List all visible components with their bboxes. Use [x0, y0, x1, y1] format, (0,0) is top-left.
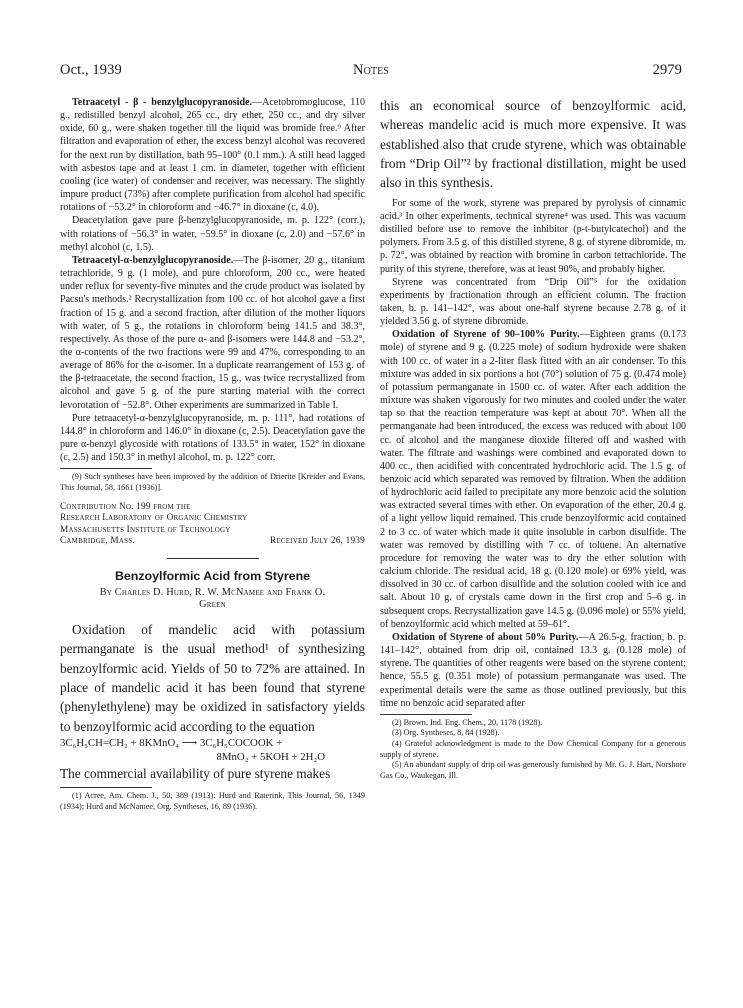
right-column — [380, 96, 686, 781]
footnote-5: (5) An abundant supply of drip oil was generously furnished by Mr. G. J. Hart, Norshore Gas Co., Waukegan, Ill. — [380, 760, 686, 780]
paragraph-oxidation-high-purity — [380, 328, 686, 631]
footnote-4: (4) Grateful acknowledgment is made to the Dow Chemical Company for a generous supply of styrene. — [380, 739, 686, 759]
subsection-heading: Tetraacetyl-α-benzylglucopyranoside. — [72, 254, 234, 266]
footnote-9: (9) Such syntheses have been improved by the addition of Drierite [Kreider and Evans, This Journal, 58, 1661 (1936)]. — [60, 472, 365, 492]
article-intro: Oxidation of mandelic acid with potassium permanganate is the usual method¹ of synthesizing benzoylformic acid. Yields of 50 to 72% are attained. In place of mandelic acid it has been found that styrene (phenylethylene) may be oxidized in satisfactory yields to benzoylformic acid according to the equation — [60, 621, 365, 734]
contribution-block — [60, 502, 365, 548]
article-authors — [60, 587, 365, 611]
paragraph-oxidation-low-purity — [380, 631, 686, 710]
footnote-rule — [60, 787, 152, 788]
paragraph-text: —Acetobromoglucose, 110 g., redistilled benzyl alcohol, 265 cc., dry ether, 250 cc., and dry silver oxide, 60 g., were shaken together till the liquid was bromide free.⁹ After filtration and evaporation of ether, the excess benzyl alcohol was recovered for the next run by distillation, bath 95–100° (0.1 mm.). A still head lagged with asbestos tape and at least 1 cm. in diameter, together with efficient cooling (ice water) of condenser and receiver, was necessary. The slightly impure product (73%) after complete purification from alcohol had specific rotations of −53.2° in chloroform and −46.7° in dioxane (c, 4.0). — [60, 97, 365, 214]
chemical-equation — [60, 736, 365, 764]
equation-line: 8MnO₂ + 5KOH + 2H₂O — [216, 751, 325, 763]
paragraph-deacetylation: Deacetylation gave pure β-benzylglucopyranoside, m. p. 122° (corr.), with rotations of −56.3° in water, −59.5° in dioxane (c, 2.0) and −57.6° in methyl alcohol (c, 1.5). — [60, 215, 365, 253]
header-section: Notes — [353, 62, 389, 78]
contribution-line: Contribution No. 199 from the — [60, 501, 191, 512]
paragraph-alpha-tetraacetyl — [60, 254, 365, 412]
authors-line: Green — [199, 598, 226, 610]
paragraph-styrene-prep: For some of the work, styrene was prepared by pyrolysis of cinnamic acid.³ In other experiments, technical styrene⁴ was used. This was vacuum distilled before use to remove the inhibitor (p-t-butylcatechol) and the polymers. From 3.5 g. of this distilled styrene, 8 g. of styrene dibromide, m. p. 72°, was obtained by reaction with bromine in carbon tetrachloride. The purity of this styrene, therefore, was at least 90%, and probably higher. — [380, 197, 686, 275]
article-title: Benzoylformic Acid from Styrene — [114, 568, 311, 583]
contribution-line: Massachusetts Institute of Technology — [60, 524, 231, 535]
footnote-1: (1) Acree, Am. Chem. J., 50, 389 (1913); Hurd and Raterink, This Journal, 56, 1349 (1934); Hurd and McNamee, Org. Syntheses, 16, 89 (1936). — [60, 791, 365, 811]
footnote-2: (2) Brown, Ind. Eng. Chem., 20, 1178 (1928). — [392, 717, 543, 727]
footnote-rule — [60, 468, 152, 469]
contribution-line: Research Laboratory of Organic Chemistry — [60, 513, 248, 524]
paragraph-beta-tetraacetyl — [60, 96, 365, 214]
equation-line: 3C₆H₅CH=CH₂ + 8KMnO₄ ⟶ 3C₆H₅COCOOK + — [60, 737, 283, 749]
contribution-city: Cambridge, Mass. — [60, 536, 135, 547]
paragraph-text: —A 26.5-g. fraction, b. p. 141–142°, obtained from drip oil, contained 13.3 g. (0.128 mole) of styrene. The quantities of other reagents were based on the styrene content; hence, 55.5 g. (0.351 mole) of potassium permanganate was used. The experimental details were the same as those outlined previously, but this time no benzoic acid separated after — [380, 631, 686, 709]
authors-line: By Charles D. Hurd, R. W. McNamee and Frank O. — [99, 586, 326, 598]
footnote-3: (3) Org. Syntheses, 8, 84 (1928). — [392, 728, 500, 738]
paragraph-styrene-concentration: Styrene was concentrated from “Drip Oil”⁵ for the oxidation experiments by fractionation through an efficient column. The fraction taken, b. p. 141–142°, was about one-half styrene because 2.78 g. of it yielded 3.56 g. of styrene dibromide. — [380, 276, 686, 328]
subsection-heading: Tetraacetyl - β - benzylglucopyranoside. — [72, 97, 253, 108]
subsection-heading: Oxidation of Styrene of 90–100% Purity. — [392, 329, 580, 341]
paragraph-pure-alpha: Pure tetraacetyl-α-benzylglucopyranoside, m. p. 111°, had rotations of 144.8° in chloroform and 146.0° in dioxane (c, 2.5). Deacetylation gave the pure α-benzyl glycoside with rotations of 133.5° in water, 152° in dioxane (c, 2.5) and 150.3° in methyl alcohol, m. p. 122° corr. — [60, 412, 365, 464]
subsection-heading: Oxidation of Styrene of about 50% Purity. — [392, 631, 579, 643]
paragraph-text: —Eighteen grams (0.173 mole) of styrene and 9 g. (0.225 mole) of sodium hydroxide were shaken with 100 cc. of water in a 2-liter flask fitted with an air condenser. To this mixture was added in six portions a hot (70°) solution of 75 g. (0.474 mole) of potassium permanganate in 1500 cc. of water. After each addition the mixture was shaken vigorously for two minutes and cooled under the water tap so that the reaction temperature was kept at about 70°. When all the permanganate had been introduced, the excess was reduced with about 100 cc. of alcohol and the manganese dioxide filtered off and washed with water. The filtrate and washings were combined and evaporated down to 400 cc., then acidified with concentrated hydrochloric acid. The 1.5 g. of benzoic acid which separated was removed by filtration. When the addition of hydrochloric acid failed to precipitate any more benzoic acid the solution was extracted several times with ether. On evaporation of the ether, 20.4 g. of a light yellow liquid remained. This crude benzoylformic acid contained 2 to 3 cc. of water which made it quite insoluble in carbon disulfide. The water was removed by distilling with 7 cc. of toluene. An alternative procedure for removing the water was to dry the ether solution with calcium chloride. The residual acid, 18 g. (0.120 mole) or 69% yield, was dissolved in 30 cc. of carbon disulfide and the solution cooled with ice and salt. About 10 g. of crystals came down in the first crop and 5–6 g. in subsequent crops. Recrystallization gave 14.5 g. (0.096 mole) or 55% yield, of benzoylformic acid which melted at 59–61°. — [380, 329, 686, 630]
footnote-rule — [380, 714, 472, 715]
article-intro-right: this an economical source of benzoylformic acid, whereas mandelic acid is much more expensive. It was established also that crude styrene, which was obtainable from “Drip Oil”² by fractional distillation, might be used also in this synthesis. — [380, 98, 686, 191]
article-intro-cont: The commercial availability of pure styrene makes — [60, 766, 331, 781]
received-date: Received July 26, 1939 — [269, 536, 365, 547]
header-date: Oct., 1939 — [60, 62, 122, 78]
left-column — [60, 96, 365, 813]
page-number: 2979 — [652, 62, 682, 78]
paragraph-text: —The β-isomer, 20 g., titanium tetrachloride, 9 g. (1 mole), and pure chloroform, 200 cc., were heated under reflux for seventy-five minutes and the crude product was isolated by Pacsu's methods.² Recrystallization from 100 cc. of hot alcohol gave a first fraction of 15 g. and a second fraction, after dilution of the mother liquors with water, of 5 g., the rotations in chloroform being 141.5 and 38.3°, respectively. As those of the pure α- and β-isomers were 144.8 and −53.2°, the α-contents of the two fractions were 99 and 47%, corresponding to an average of 86% for the α-isomer. In a duplicate rearrangement of 153 g. of the β-tetraacetate, the second fraction, 15 g., was twice recrystallized from alcohol and gave 5 g. of the pure starting material with the correct levorotation of −52.8°. Other experiments are summarized in Table I. — [60, 254, 365, 411]
section-rule — [167, 558, 259, 559]
